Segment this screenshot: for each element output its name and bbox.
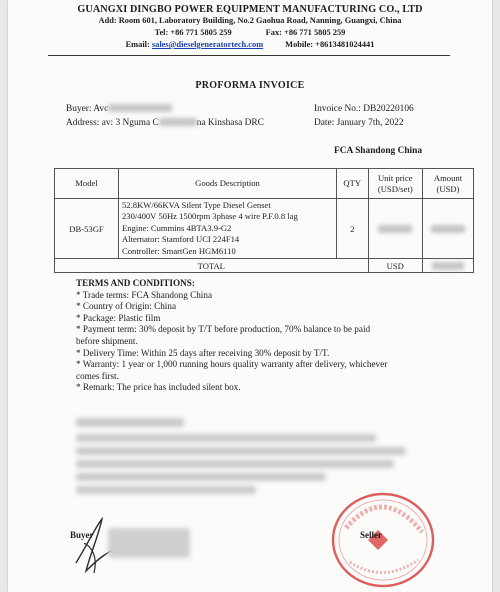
header-amount: Amount (USD)	[423, 169, 474, 199]
term-item: * Country of Origin: China	[76, 301, 177, 312]
header-description: Goods Description	[119, 169, 337, 199]
address-label: Address:	[66, 118, 100, 128]
term-item: * Warranty: 1 year or 1,000 running hours quality warranty after delivery, whichever	[76, 359, 388, 370]
company-contact	[8, 40, 492, 49]
buyer-name: Avc	[93, 104, 109, 114]
redacted-amount	[431, 225, 465, 233]
redacted-bank-line	[76, 473, 326, 481]
header-qty: QTY	[336, 169, 368, 199]
cell-model: DB-53GF	[55, 199, 119, 259]
total-label: TOTAL	[55, 259, 369, 273]
term-item: * Trade terms: FCA Shandong China	[76, 289, 213, 300]
redacted-bank-line	[76, 434, 376, 442]
company-tel: Tel: +86 771 5805 259	[154, 28, 232, 37]
cell-qty: 2	[336, 199, 368, 259]
company-address: Add: Room 601, Laboratory Building, No.2 Gaohua Road, Nanning, Guangxi, China	[98, 16, 402, 25]
invoice-number: Invoice No.: DB20220106	[314, 104, 414, 114]
terms-section	[76, 278, 446, 394]
redacted-buyer-name	[108, 104, 172, 112]
document-title: PROFORMA INVOICE	[195, 80, 305, 91]
email-label: Email:	[125, 40, 150, 49]
header-divider	[48, 55, 450, 56]
term-item: * Package: Plastic film	[76, 312, 161, 323]
company-fax: Fax: +86 771 5805 259	[265, 28, 346, 37]
redacted-address	[159, 118, 197, 126]
term-item: * Remark: The price has included silent box.	[76, 382, 241, 393]
company-name: GUANGXI DINGBO POWER EQUIPMENT MANUFACTURING CO., LTD	[77, 4, 423, 15]
table-header-row	[55, 169, 474, 199]
term-item: * Payment term: 30% deposit by T/T before production, 70% balance to be paid	[76, 324, 371, 335]
redacted-bank-line	[76, 447, 406, 455]
address-end: na Kinshasa DRC	[196, 118, 264, 128]
redacted-buyer-signature	[108, 528, 190, 558]
incoterm-label: FCA Shandong China	[334, 146, 423, 156]
email-link[interactable]: sales@dieselgeneratortech.com	[151, 40, 264, 49]
buyer-label: Buyer:	[66, 104, 92, 114]
header-model: Model	[55, 169, 119, 199]
term-item: * Delivery Time: Within 25 days after receiving 30% deposit by T/T.	[76, 347, 330, 358]
goods-table	[54, 168, 474, 273]
cell-amount	[423, 199, 474, 259]
total-row	[55, 259, 474, 273]
redacted-bank-line	[76, 460, 394, 468]
buyer-line	[66, 104, 172, 114]
cell-unit-price	[368, 199, 422, 259]
header-unit-price: Unit price (USD/set)	[368, 169, 422, 199]
redacted-bank-title	[76, 418, 184, 427]
table-row	[55, 199, 474, 259]
company-phone-fax	[8, 28, 492, 37]
buyer-signature-label: Buyer	[70, 530, 94, 540]
cell-description: 52.8KW/66KVA Silent Type Diesel Genset 230/400V 50Hz 1500rpm 3phase 4 wire P.F.0.8 lag Engine: Cummins 4BTA3.9-G2 Alternator: Stamford UCI 224F14 Controller: SmartGen HGM6110	[119, 199, 337, 259]
address-line	[66, 118, 264, 128]
redacted-total	[432, 262, 464, 270]
invoice-date: Date: January 7th, 2022	[314, 118, 404, 128]
company-seal-image	[328, 488, 438, 588]
address-start: av: 3 Nguma C	[101, 118, 159, 128]
seller-signature-label: Seller	[360, 530, 382, 540]
term-item: before shipment.	[76, 335, 138, 346]
company-mobile: Mobile: +8613481024441	[285, 40, 375, 49]
terms-title: TERMS AND CONDITIONS:	[76, 278, 195, 288]
term-item: comes first.	[76, 370, 119, 381]
total-amount	[423, 259, 474, 273]
redacted-unit-price	[378, 225, 412, 233]
invoice-sheet	[8, 0, 492, 592]
total-currency: USD	[368, 259, 422, 273]
redacted-bank-line	[76, 486, 256, 494]
